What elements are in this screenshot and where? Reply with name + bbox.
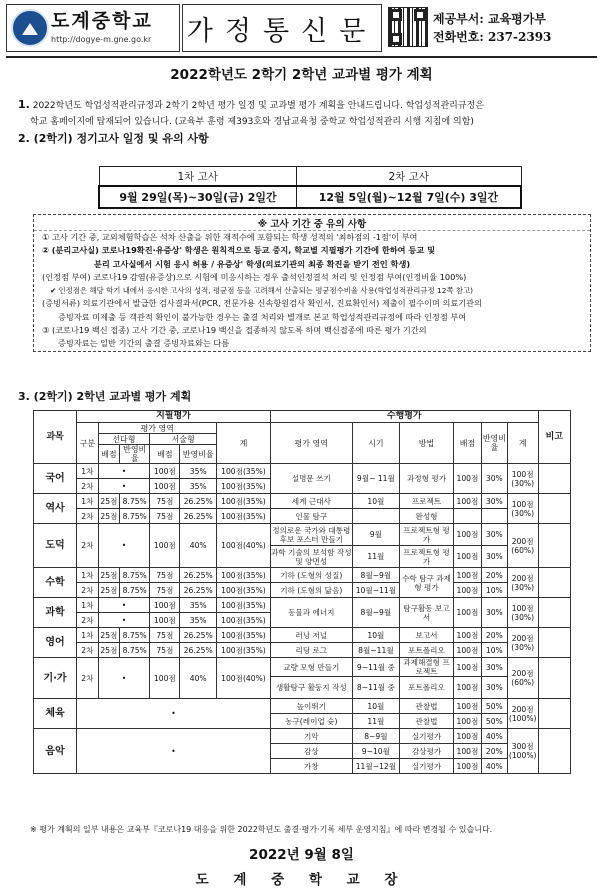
issue-date: 2022년 9월 8일 bbox=[249, 847, 354, 863]
note-cell bbox=[538, 464, 570, 494]
essay-score-cell: 100점 bbox=[150, 613, 180, 628]
perf-cell: 관찰법 bbox=[400, 699, 454, 714]
round-cell: 2차 bbox=[77, 479, 99, 494]
written-cell: 26.25% bbox=[180, 583, 217, 598]
written-cell: 25점 bbox=[98, 568, 120, 583]
subject-cell: 국어 bbox=[34, 464, 77, 494]
perf-cell: 30% bbox=[481, 524, 507, 546]
perf-cell: 세계 근대사 bbox=[270, 494, 352, 509]
written-cell: 8.75% bbox=[120, 509, 150, 524]
col-select: 선다형 bbox=[98, 434, 150, 445]
perf-total-cell: 200점 (100%) bbox=[507, 699, 538, 729]
col-total: 계 bbox=[217, 423, 271, 464]
perf-cell: 교량 모형 만들기 bbox=[270, 658, 352, 677]
table-row bbox=[34, 699, 571, 714]
written-cell: 26.25% bbox=[180, 494, 217, 509]
perf-cell: 100점 bbox=[453, 524, 481, 546]
subject-cell: 기·가 bbox=[34, 658, 77, 699]
perf-cell: 11월 bbox=[352, 714, 399, 729]
perf-cell: 9월~ 11월 bbox=[352, 464, 399, 494]
perf-cell: 8월~9월 bbox=[352, 598, 399, 628]
written-total-cell: 100점(35%) bbox=[217, 598, 271, 613]
written-cell: 26.25% bbox=[180, 509, 217, 524]
note-cell bbox=[538, 494, 570, 524]
exam-notice-box bbox=[33, 214, 591, 352]
essay-score-cell: 100점 bbox=[150, 479, 180, 494]
written-cell: 100점(35%) bbox=[217, 568, 271, 583]
written-cell: 8.75% bbox=[120, 568, 150, 583]
select-cell: • bbox=[98, 598, 150, 613]
col-select-ratio: 반영비율 bbox=[120, 445, 150, 464]
notice-line: ③ (코로나19 백신 접종) 고사 기간 중, 코로나19 백신을 접종하지 않도록 하며 백신접종에 따른 평가 기간의 bbox=[42, 325, 427, 336]
perf-cell: 10% bbox=[481, 583, 507, 598]
perf-total-cell: 200점 (30%) bbox=[507, 568, 538, 598]
written-total-cell: 100점(35%) bbox=[217, 464, 271, 479]
col-written: 지필평가 bbox=[77, 411, 271, 423]
written-cell: 75점 bbox=[150, 583, 180, 598]
written-cell: 8.75% bbox=[120, 643, 150, 658]
perf-cell: 높이뛰기 bbox=[270, 699, 352, 714]
perf-cell: 100점 bbox=[453, 658, 481, 677]
perf-cell: 과제해결형 프로젝트 bbox=[400, 658, 454, 677]
written-cell: 2차 bbox=[77, 509, 99, 524]
perf-cell: 기악 bbox=[270, 729, 352, 744]
school-emblem-icon bbox=[11, 9, 49, 47]
table-row bbox=[34, 583, 571, 598]
perf-cell: 관찰법 bbox=[400, 714, 454, 729]
perf-cell: 포트폴리오 bbox=[400, 677, 454, 699]
written-total-cell: 100점(35%) bbox=[217, 479, 271, 494]
round-cell: 2차 bbox=[77, 658, 99, 699]
essay-score-cell: 100점 bbox=[150, 598, 180, 613]
perf-cell: 40% bbox=[481, 729, 507, 744]
phone-label: 전화번호: 237-2393 bbox=[433, 30, 552, 44]
intro-paragraph bbox=[18, 97, 590, 147]
perf-cell: 과학 기술의 보석함 작성 및 양면성 bbox=[270, 547, 352, 566]
footnote: ※ 평가 계획의 일부 내용은 교육부『코로나19 대응을 위한 2022학년도 출결·평가·기록 세부 운영지침』에 따라 변경될 수 있습니다. bbox=[30, 825, 493, 834]
written-cell: 75점 bbox=[150, 628, 180, 643]
perf-cell: 100점 bbox=[453, 729, 481, 744]
perf-cell: 보고서 bbox=[400, 628, 454, 643]
perf-cell: 10월 bbox=[352, 699, 399, 714]
written-cell: 1차 bbox=[77, 494, 99, 509]
exam-header-1: 1차 고사 bbox=[99, 167, 296, 187]
table-row bbox=[34, 494, 571, 509]
col-round: 구분 bbox=[77, 423, 99, 464]
intro-line-1: 2022학년도 학업성적관리규정과 2학기 2학년 평가 일정 및 교과별 평가 계획을 안내드립니다. 학업성적관리규정은 bbox=[32, 101, 484, 111]
perf-cell: 100점 bbox=[453, 677, 481, 699]
header-divider bbox=[6, 56, 597, 58]
note-cell bbox=[538, 568, 570, 598]
subject-cell: 체육 bbox=[34, 699, 77, 729]
perf-cell: 10월 bbox=[352, 628, 399, 643]
essay-score-cell: 100점 bbox=[150, 464, 180, 479]
intro-number: 1. bbox=[18, 98, 30, 111]
perf-cell: 100점 bbox=[453, 568, 481, 583]
perf-cell: 8월~11월 bbox=[352, 643, 399, 658]
perf-cell: 기하 (도형의 닮음) bbox=[270, 583, 352, 598]
written-cell: 8.75% bbox=[120, 583, 150, 598]
perf-cell: 30% bbox=[481, 598, 507, 628]
perf-cell: 프로젝트형 평가 bbox=[400, 524, 454, 546]
perf-cell: 100점 bbox=[453, 583, 481, 598]
perf-method-cell: 수학 탐구 과제형 평가 bbox=[400, 568, 454, 598]
written-cell: 100점(35%) bbox=[217, 494, 271, 509]
perf-cell: 실기평가 bbox=[400, 759, 454, 774]
notice-line: ② (분리고사실) 코로나19확진·유증상' 학생은 원칙적으로 등교 중지, 학교별 지필평가 기간에 한하여 등교 및 bbox=[42, 245, 436, 256]
perf-cell: 포트폴리오 bbox=[400, 643, 454, 658]
written-cell: 100점(35%) bbox=[217, 583, 271, 598]
perf-cell: 가창 bbox=[270, 759, 352, 774]
written-cell: 100점(35%) bbox=[217, 509, 271, 524]
intro-line-2: 학교 홈페이지에 탑재되어 있습니다. (교육부 훈령 제393호와 경남교육청 중학교 학업성적관리 시행 지침에 의함) bbox=[30, 117, 474, 127]
col-method: 방법 bbox=[400, 423, 454, 464]
perf-cell: 인물 탐구 bbox=[270, 509, 352, 524]
select-cell: • bbox=[98, 464, 150, 479]
perf-cell: 과정형 평가 bbox=[400, 464, 454, 494]
written-cell: 26.25% bbox=[180, 628, 217, 643]
perf-cell: 30% bbox=[481, 464, 507, 494]
subject-cell: 음악 bbox=[34, 729, 77, 774]
perf-cell: 100점 bbox=[453, 546, 481, 568]
perf-cell: 20% bbox=[481, 628, 507, 643]
perf-cell: 9~10월 bbox=[352, 744, 399, 759]
note-cell bbox=[538, 658, 570, 699]
perf-cell: 100점 bbox=[453, 643, 481, 658]
notice-line: (인정점 부여) 코로나19 감염(유증상)으로 시험에 미응시하는 경우 출석인정결석 처리 및 인정점 부여(인정비율 100%) bbox=[42, 271, 467, 282]
perf-total-cell: 200점 (30%) bbox=[507, 628, 538, 658]
col-perf-total: 계 bbox=[507, 423, 538, 464]
essay-ratio-cell: 35% bbox=[180, 613, 217, 628]
col-timing: 시기 bbox=[352, 423, 399, 464]
perf-cell: 10월 bbox=[352, 494, 399, 509]
perf-cell: 100점 bbox=[453, 494, 481, 509]
select-cell: • bbox=[98, 613, 150, 628]
perf-cell: 30% bbox=[481, 494, 507, 509]
table-row bbox=[34, 598, 571, 613]
table-row bbox=[34, 628, 571, 643]
perf-cell: 리딩 로그 bbox=[270, 643, 352, 658]
written-cell: 25점 bbox=[98, 509, 120, 524]
perf-total-cell: 100점 (30%) bbox=[507, 494, 538, 524]
perf-cell: 농구(레이업 슛) bbox=[270, 714, 352, 729]
table-row bbox=[34, 524, 571, 546]
written-cell: 25점 bbox=[98, 628, 120, 643]
select-cell: • bbox=[98, 524, 150, 568]
perf-total-cell: 100점 (30%) bbox=[507, 598, 538, 628]
perf-cell: 100점 bbox=[453, 628, 481, 643]
perf-cell: 감상 bbox=[270, 744, 352, 759]
table-row bbox=[34, 464, 571, 479]
perf-cell: 탐구활동 보고서 bbox=[400, 598, 454, 628]
perf-cell: 기하 (도형의 성질) bbox=[270, 568, 352, 583]
qr-code-icon bbox=[388, 7, 428, 47]
written-cell: 26.25% bbox=[180, 568, 217, 583]
essay-ratio-cell: 35% bbox=[180, 598, 217, 613]
written-cell: 100점(35%) bbox=[217, 643, 271, 658]
exam-schedule-table bbox=[98, 166, 522, 209]
subject-cell: 과학 bbox=[34, 598, 77, 628]
perf-cell: 8~11월 중 bbox=[352, 677, 399, 699]
perf-cell: 40% bbox=[481, 759, 507, 774]
perf-cell: 동물과 에너지 bbox=[270, 598, 352, 628]
essay-ratio-cell: 40% bbox=[180, 658, 217, 699]
school-url[interactable]: http://dogye-m.gne.go.kr bbox=[51, 35, 152, 44]
note-cell bbox=[538, 598, 570, 628]
round-cell: 2차 bbox=[77, 613, 99, 628]
round-cell: 1차 bbox=[77, 598, 99, 613]
perf-cell: 프로젝트 bbox=[400, 494, 454, 509]
perf-total-cell: 200점 (60%) bbox=[507, 658, 538, 699]
table-row bbox=[34, 509, 571, 524]
written-cell: 25점 bbox=[98, 643, 120, 658]
col-essay-ratio: 반영비율 bbox=[180, 445, 217, 464]
document-title: 2022학년도 2학기 2학년 교과별 평가 계획 bbox=[170, 67, 433, 83]
written-cell: 26.25% bbox=[180, 643, 217, 658]
written-cell: 2차 bbox=[77, 643, 99, 658]
exam-header-2: 2차 고사 bbox=[296, 167, 521, 187]
col-area: 평가 영역 bbox=[98, 423, 216, 434]
perf-cell: 10월~11월 bbox=[352, 583, 399, 598]
written-none-cell: • bbox=[77, 729, 271, 774]
col-perf-ratio: 반영비율 bbox=[481, 423, 507, 464]
perf-total-cell: 100점 (30%) bbox=[507, 464, 538, 494]
col-subject: 과목 bbox=[34, 411, 77, 464]
school-logo-box bbox=[6, 4, 180, 52]
written-cell: 25점 bbox=[98, 494, 120, 509]
col-performance: 수행평가 bbox=[270, 411, 538, 423]
table-row bbox=[34, 729, 571, 744]
perf-cell: 30% bbox=[481, 658, 507, 677]
note-cell bbox=[538, 524, 570, 568]
perf-cell: 100점 bbox=[453, 759, 481, 774]
perf-cell: 러닝 저널 bbox=[270, 628, 352, 643]
perf-cell: 20% bbox=[481, 744, 507, 759]
perf-cell: 20% bbox=[481, 568, 507, 583]
notice-title: ※ 고사 기간 중 유의 사항 bbox=[34, 216, 590, 231]
col-select-score: 배점 bbox=[98, 445, 120, 464]
perf-cell: 정의로운 국가와 대통령 후보 포스터 만들기 bbox=[272, 525, 351, 544]
perf-cell: 완성형 bbox=[400, 509, 454, 524]
perf-cell: 50% bbox=[481, 714, 507, 729]
school-name: 도계중학교 bbox=[51, 10, 153, 32]
written-cell: 2차 bbox=[77, 583, 99, 598]
perf-cell: 11월 bbox=[352, 546, 399, 568]
col-essay: 서술형 bbox=[150, 434, 217, 445]
essay-ratio-cell: 40% bbox=[180, 524, 217, 568]
perf-cell: 30% bbox=[481, 677, 507, 699]
exam-date-2: 12월 5일(월)~12월 7일(수) 3일간 bbox=[296, 186, 521, 208]
col-perf-score: 배점 bbox=[453, 423, 481, 464]
note-cell bbox=[538, 628, 570, 658]
perf-cell: 8월~9월 bbox=[352, 568, 399, 583]
perf-cell: 설명문 쓰기 bbox=[270, 464, 352, 494]
essay-score-cell: 100점 bbox=[150, 658, 180, 699]
perf-cell: 10% bbox=[481, 643, 507, 658]
written-cell: 25점 bbox=[98, 583, 120, 598]
subject-cell: 수학 bbox=[34, 568, 77, 598]
perf-cell: 9월 bbox=[352, 524, 399, 546]
perf-cell: 프로젝트형 평가 bbox=[400, 546, 454, 568]
written-total-cell: 100점(35%) bbox=[217, 613, 271, 628]
written-cell: 100점(35%) bbox=[217, 628, 271, 643]
perf-cell: 100점 bbox=[453, 744, 481, 759]
note-cell bbox=[538, 699, 570, 729]
essay-ratio-cell: 35% bbox=[180, 464, 217, 479]
written-cell: 8.75% bbox=[120, 628, 150, 643]
perf-total-cell: 200점 (60%) bbox=[507, 524, 538, 568]
dept-label: 제공부서: 교육평가부 bbox=[433, 12, 546, 26]
perf-total-cell: 300점 (100%) bbox=[507, 729, 538, 774]
note-cell bbox=[538, 729, 570, 774]
written-cell: 8.75% bbox=[120, 494, 150, 509]
perf-cell bbox=[352, 509, 399, 524]
written-cell: 1차 bbox=[77, 568, 99, 583]
perf-cell: 감상평가 bbox=[400, 744, 454, 759]
essay-ratio-cell: 35% bbox=[180, 479, 217, 494]
round-cell: 1차 bbox=[77, 464, 99, 479]
subject-cell: 영어 bbox=[34, 628, 77, 658]
table-row bbox=[34, 658, 571, 677]
perf-cell: 생활탐구 활동지 작성 bbox=[270, 677, 352, 699]
written-none-cell: • bbox=[77, 699, 271, 729]
perf-cell: 100점 bbox=[453, 598, 481, 628]
perf-cell: 8~9월 bbox=[352, 729, 399, 744]
evaluation-plan-table bbox=[33, 410, 571, 774]
perf-cell: 50% bbox=[481, 699, 507, 714]
perf-cell: 100점 bbox=[453, 464, 481, 494]
section2-title: 2. (2학기) 정기고사 일정 및 유의 사항 bbox=[18, 132, 209, 145]
round-cell: 2차 bbox=[77, 524, 99, 568]
select-cell: • bbox=[98, 479, 150, 494]
col-essay-score: 배점 bbox=[150, 445, 180, 464]
written-total-cell: 100점(40%) bbox=[217, 658, 271, 699]
subject-cell: 역사 bbox=[34, 494, 77, 524]
notice-line: (증빙서류) 의료기관에서 발급한 검사결과서(PCR, 전문가용 신속항원검사 확인서, 진료확인서) 제출이 필수이며 의료기관의 bbox=[42, 298, 482, 309]
perf-cell: 9~11월 중 bbox=[352, 658, 399, 677]
perf-cell: 11월~12월 bbox=[352, 759, 399, 774]
notice-line: ✔ 인정점은 해당 학기 내에서 응시한 고사의 성적, 평균점 등을 고려해서 산출되는 평균점수비율 사용(학업성적관리규정 12쪽 참고) bbox=[50, 286, 474, 296]
written-cell: 75점 bbox=[150, 568, 180, 583]
perf-cell: 실기평가 bbox=[400, 729, 454, 744]
essay-score-cell: 100점 bbox=[150, 524, 180, 568]
section3-title: 3. (2학기) 2학년 교과별 평가 계획 bbox=[18, 390, 192, 403]
written-cell: 75점 bbox=[150, 494, 180, 509]
exam-date-1: 9월 29일(목)~30일(금) 2일간 bbox=[99, 186, 296, 208]
notice-line: 분리 고사실에서 시험 응시 허용 / 유증상' 학생(의료기관의 최종 확진을 받기 전인 학생) bbox=[94, 258, 411, 269]
notice-line: ① 고사 기간 중, 교외체험학습은 석차 산출을 위한 재적수에 포함되는 학생 성적의 '최하점의 -1점'이 부여 bbox=[42, 232, 418, 242]
col-note: 비고 bbox=[538, 411, 570, 464]
table-row bbox=[34, 643, 571, 658]
notice-line: 증빙자료는 일반 기간의 출결 증빙자료와는 다름 bbox=[58, 338, 230, 349]
written-cell: 1차 bbox=[77, 628, 99, 643]
perf-cell bbox=[453, 509, 481, 524]
perf-cell: 100점 bbox=[453, 699, 481, 714]
written-total-cell: 100점(40%) bbox=[217, 524, 271, 568]
perf-cell: 100점 bbox=[453, 714, 481, 729]
perf-cell bbox=[481, 509, 507, 524]
col-perf-area: 평가 영역 bbox=[270, 423, 352, 464]
perf-cell: 30% bbox=[481, 546, 507, 568]
written-cell: 75점 bbox=[150, 509, 180, 524]
newsletter-title: 가정통신문 bbox=[182, 4, 382, 52]
notice-line: 증빙자료 미제출 등 객관적 확인이 불가능한 경우는 출결 처리와 별개로 본교 학업성적관리규정에 따라 인정점 부여 bbox=[58, 311, 467, 322]
written-cell: 75점 bbox=[150, 643, 180, 658]
signer: 도 계 중 학 교 장 bbox=[195, 872, 408, 888]
table-row bbox=[34, 568, 571, 583]
select-cell: • bbox=[98, 658, 150, 699]
subject-cell: 도덕 bbox=[34, 524, 77, 568]
